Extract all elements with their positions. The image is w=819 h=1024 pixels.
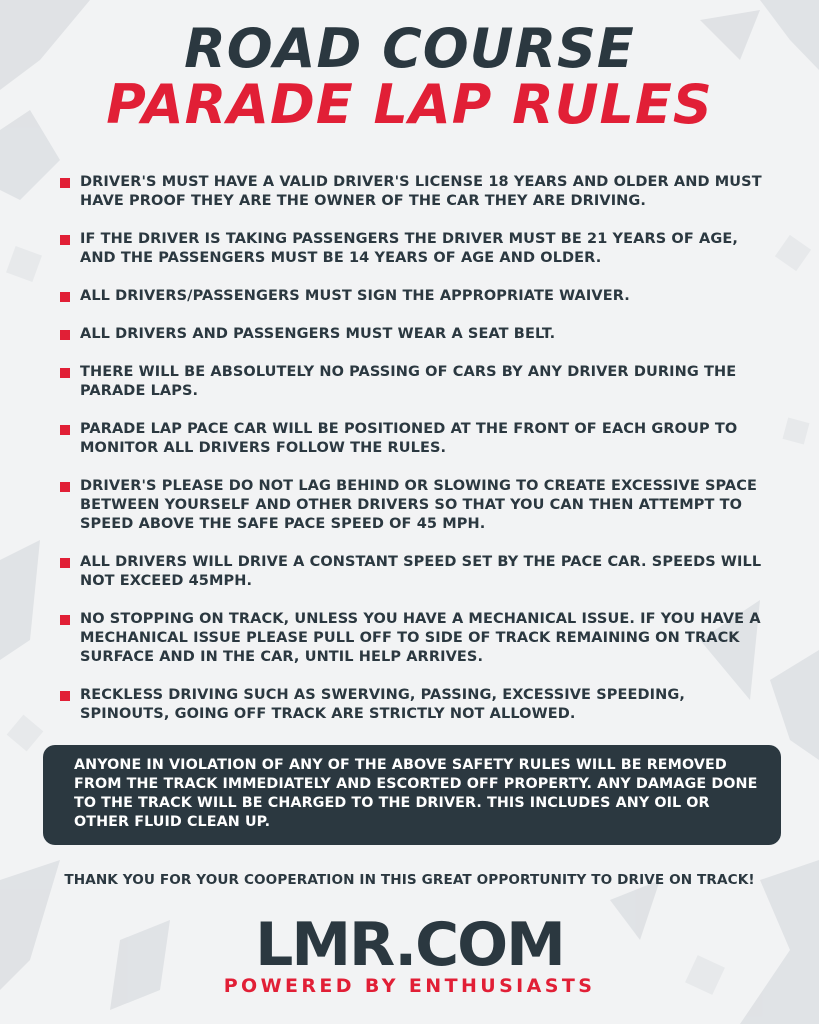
- rule-item: [58, 287, 778, 306]
- rule-item: [58, 325, 778, 344]
- rule-item: [58, 173, 778, 211]
- rule-item: [58, 420, 778, 458]
- red-square-bullet-icon: [60, 178, 70, 188]
- red-square-bullet-icon: [60, 425, 70, 435]
- lmr-logo-wordmark: LMR.COM: [255, 910, 564, 980]
- rule-item: [58, 230, 778, 268]
- red-square-bullet-icon: [60, 558, 70, 568]
- red-square-bullet-icon: [60, 235, 70, 245]
- logo-tagline: POWERED BY ENTHUSIASTS: [223, 975, 596, 997]
- thank-you-note: THANK YOU FOR YOUR COOPERATION IN THIS GREAT OPPORTUNITY TO DRIVE ON TRACK!: [64, 872, 755, 888]
- red-square-bullet-icon: [60, 615, 70, 625]
- rule-text: ALL DRIVERS/PASSENGERS MUST SIGN THE APPROPRIATE WAIVER.: [80, 288, 630, 304]
- rules-list: [58, 173, 778, 743]
- rule-item: [58, 686, 778, 724]
- rule-text: DRIVER'S MUST HAVE A VALID DRIVER'S LICENSE 18 YEARS AND OLDER AND MUST HAVE PROOF THEY ARE THE OWNER OF THE CAR THEY ARE DRIVING.: [80, 174, 762, 209]
- rule-text: ALL DRIVERS AND PASSENGERS MUST WEAR A SEAT BELT.: [80, 326, 556, 342]
- red-square-bullet-icon: [60, 330, 70, 340]
- rule-text: DRIVER'S PLEASE DO NOT LAG BEHIND OR SLOWING TO CREATE EXCESSIVE SPACE BETWEEN YOURSELF AND OTHER DRIVERS SO THAT YOU CAN THEN ATTEMPT TO SPEED ABOVE THE SAFE PACE SPEED OF 45 MPH.: [80, 478, 757, 532]
- rule-text: PARADE LAP PACE CAR WILL BE POSITIONED AT THE FRONT OF EACH GROUP TO MONITOR ALL DRIVERS FOLLOW THE RULES.: [80, 421, 738, 456]
- rule-text: NO STOPPING ON TRACK, UNLESS YOU HAVE A MECHANICAL ISSUE. IF YOU HAVE A MECHANICAL ISSUE PLEASE PULL OFF TO SIDE OF TRACK REMAINING ON TRACK SURFACE AND IN THE CAR, UNTIL HELP ARRIVES.: [80, 611, 761, 665]
- red-square-bullet-icon: [60, 691, 70, 701]
- rule-text: THERE WILL BE ABSOLUTELY NO PASSING OF CARS BY ANY DRIVER DURING THE PARADE LAPS.: [80, 364, 737, 399]
- violation-warning-box: [43, 745, 781, 845]
- rule-item: [58, 363, 778, 401]
- rule-text: RECKLESS DRIVING SUCH AS SWERVING, PASSING, EXCESSIVE SPEEDING, SPINOUTS, GOING OFF TRACK ARE STRICTLY NOT ALLOWED.: [80, 687, 685, 722]
- rule-item: [58, 610, 778, 667]
- rule-text: IF THE DRIVER IS TAKING PASSENGERS THE DRIVER MUST BE 21 YEARS OF AGE, AND THE PASSENGERS MUST BE 14 YEARS OF AGE AND OLDER.: [80, 231, 738, 266]
- rule-item: [58, 477, 778, 534]
- red-square-bullet-icon: [60, 292, 70, 302]
- red-square-bullet-icon: [60, 368, 70, 378]
- title-parade-lap-rules: PARADE LAP RULES: [106, 73, 713, 136]
- title-road-course: ROAD COURSE: [184, 17, 635, 80]
- violation-warning-text: ANYONE IN VIOLATION OF ANY OF THE ABOVE SAFETY RULES WILL BE REMOVED FROM THE TRACK IMMEDIATELY AND ESCORTED OFF PROPERTY. ANY DAMAGE DONE TO THE TRACK WILL BE CHARGED TO THE DRIVER. THIS INCLUDES ANY OIL OR OTHER FLUID CLEAN UP.: [74, 757, 758, 830]
- rule-text: ALL DRIVERS WILL DRIVE A CONSTANT SPEED SET BY THE PACE CAR. SPEEDS WILL NOT EXCEED 45MPH.: [80, 554, 762, 589]
- red-square-bullet-icon: [60, 482, 70, 492]
- rule-item: [58, 553, 778, 591]
